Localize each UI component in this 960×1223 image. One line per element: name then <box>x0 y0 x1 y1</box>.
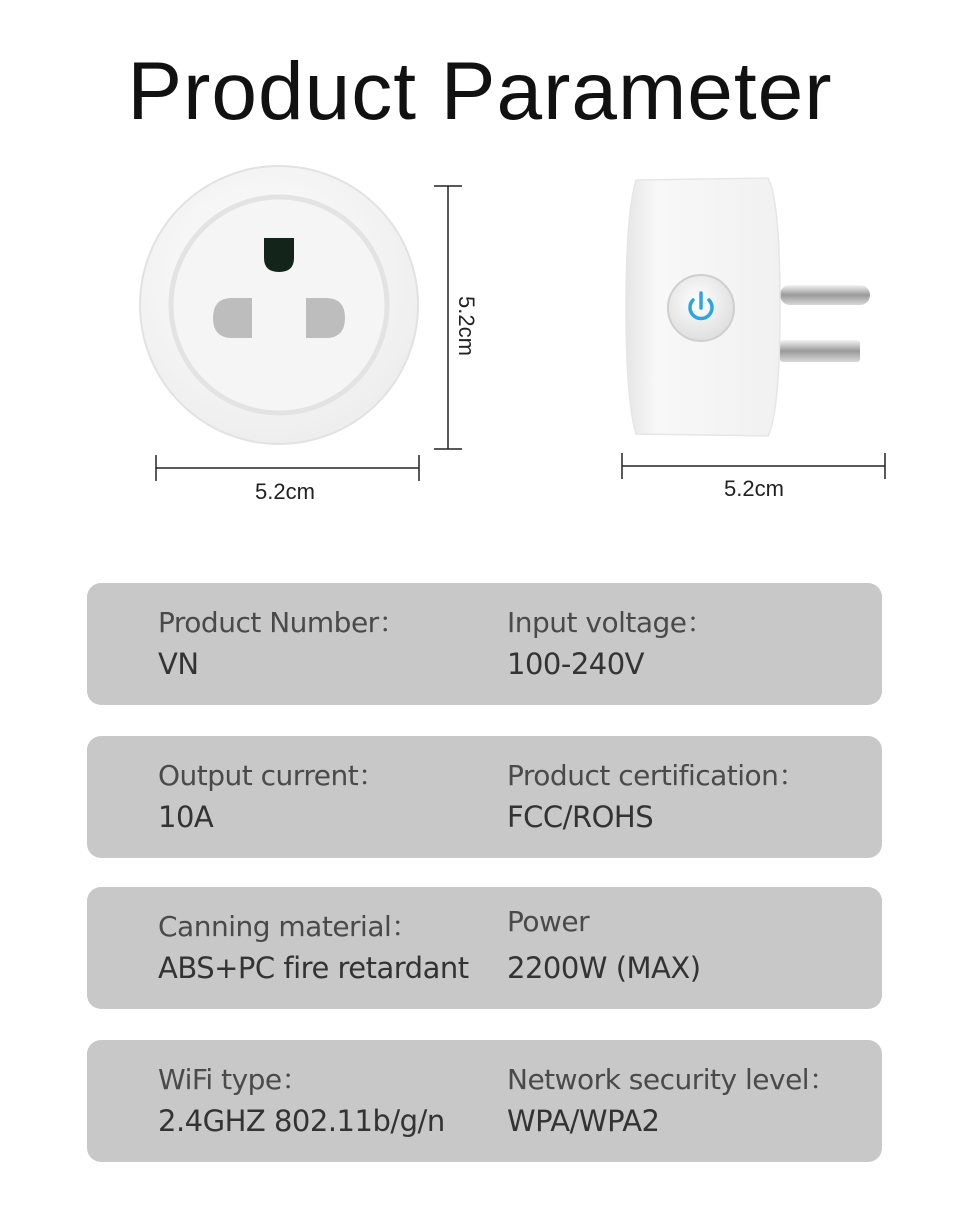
front-width-dimension <box>156 455 419 481</box>
param-label: Power <box>507 905 590 938</box>
param-value: 2.4GHZ 802.11b/g/n <box>158 1104 445 1138</box>
front-height-label: 5.2cm <box>454 296 479 356</box>
power-button-icon <box>668 275 734 341</box>
param-label: WiFi type： <box>158 1063 310 1096</box>
param-label: Product certification： <box>507 759 806 792</box>
param-label: Input voltage： <box>507 606 715 639</box>
front-width-label: 5.2cm <box>255 479 315 504</box>
param-value: FCC/ROHS <box>507 800 654 834</box>
round-pin-icon <box>780 285 870 305</box>
param-value: ABS+PC fire retardant <box>158 951 469 985</box>
product-drawing <box>0 0 960 520</box>
right-pin-slot-icon <box>306 298 345 338</box>
param-value: 100-240V <box>507 647 645 681</box>
side-view <box>626 178 870 436</box>
param-card-1 <box>87 583 882 705</box>
side-width-label: 5.2cm <box>724 476 784 501</box>
param-card-4 <box>87 1040 882 1162</box>
param-label: Output current： <box>158 759 386 792</box>
param-value: VN <box>158 647 199 681</box>
page-title: Product Parameter <box>127 46 833 137</box>
param-card-2 <box>87 736 882 858</box>
param-label: Canning material： <box>158 910 419 943</box>
param-value: 10A <box>158 800 214 834</box>
left-pin-slot-icon <box>213 298 252 338</box>
socket-outlet-icon <box>140 166 418 444</box>
param-value: 2200W (MAX) <box>507 951 701 985</box>
param-value: WPA/WPA2 <box>507 1104 660 1138</box>
param-label: Product Number： <box>158 606 407 639</box>
flat-pin-icon <box>780 340 860 362</box>
ground-slot-icon <box>264 238 294 272</box>
param-card-3 <box>87 887 882 1009</box>
param-label: Network security level： <box>507 1063 837 1096</box>
